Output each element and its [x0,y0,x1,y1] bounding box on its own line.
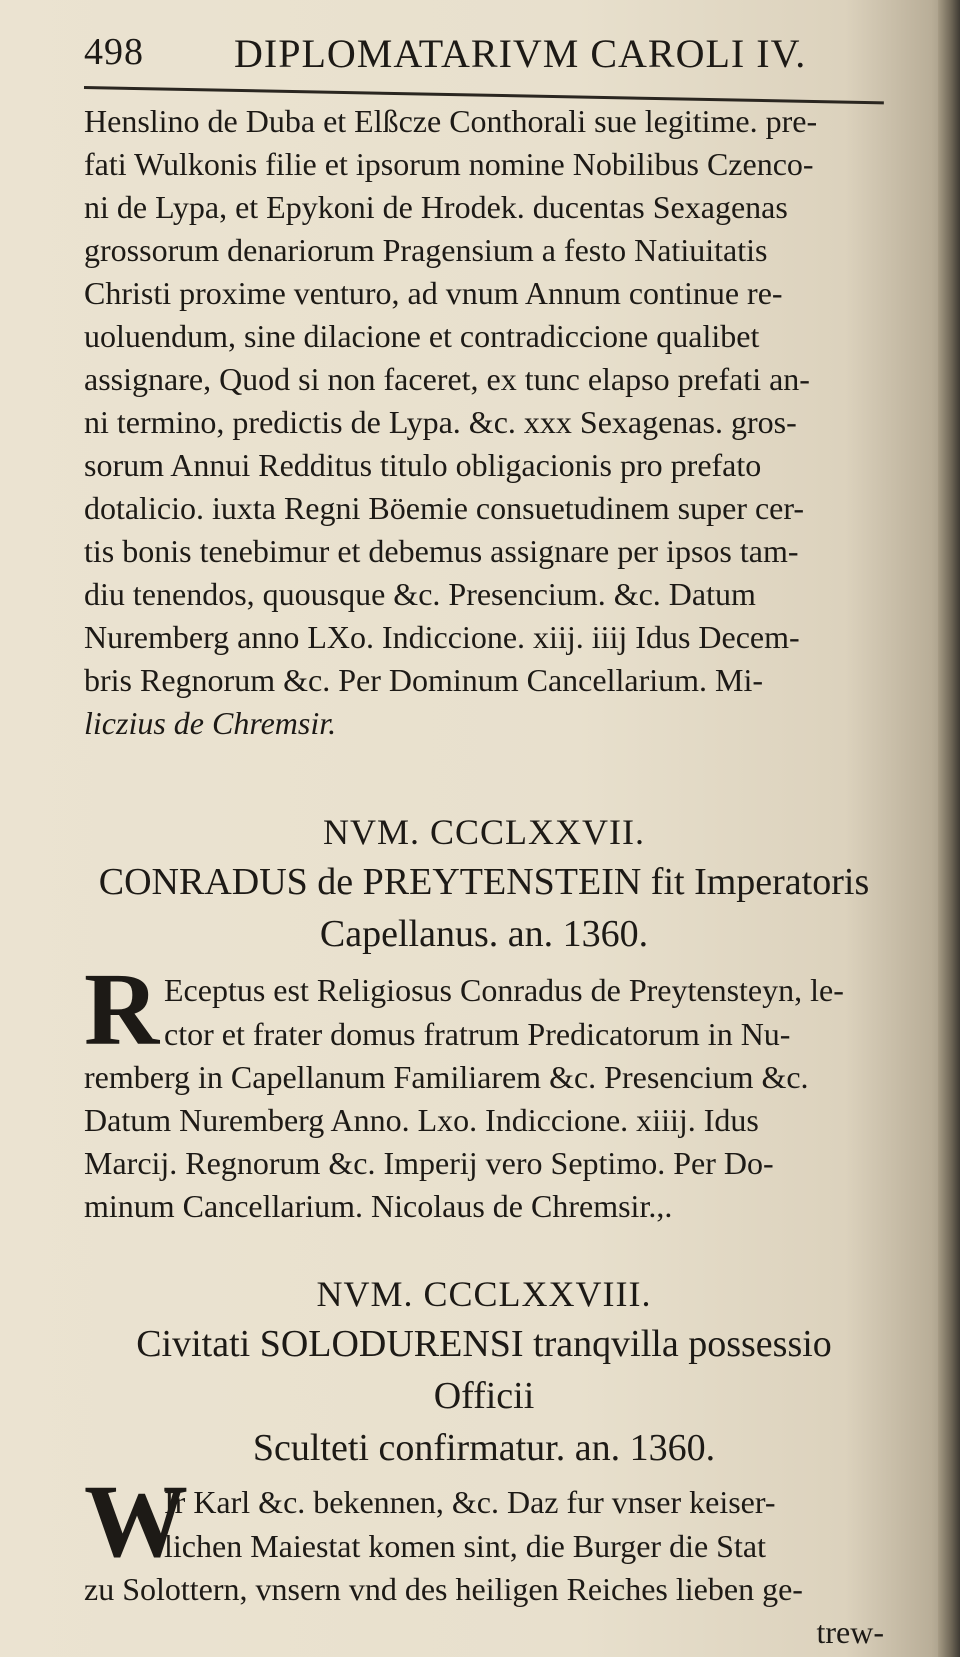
text-line: Marcij. Regnorum &c. Imperij vero Septimo. Per Do- [84,1145,774,1181]
text-line: fati Wulkonis filie et ipsorum nomine Nobilibus Czenco- [84,146,814,182]
text-line: assignare, Quod si non faceret, ex tunc elapso prefati an- [84,361,810,397]
section-title-continued: Capellanus. an. 1360. [319,913,649,955]
text-line: tis bonis tenebimur et debemus assignare per ipsos tam- [84,533,799,569]
text-line: lichen Maiestat komen sint, die Burger die Stat [164,1528,766,1564]
text-line: sorum Annui Redditus titulo obligacionis pro prefato [84,447,762,483]
page-number: 498 [84,31,144,73]
text-line: Ir Karl &c. bekennen, &c. Daz fur vnser keiser- [164,1484,776,1520]
section-378 [84,1270,884,1654]
paragraph-head-lines [164,1480,884,1568]
section-377 [84,808,884,1228]
text-line: Nuremberg anno LXo. Indiccione. xiij. iiij Idus Decem- [84,619,800,655]
continued-text-block [84,100,884,745]
section-title: CONRADUS de PREYTENSTEIN fit Imperatoris [98,861,870,903]
text-line: liczius de Chremsir. [84,705,337,741]
section-number: NVM. CCCLXXVII. [322,812,645,852]
text-line: Christi proxime venturo, ad vnum Annum continue re- [84,275,783,311]
text-line: ctor et frater domus fratrum Predicatorum in Nu- [164,1016,791,1052]
text-line: uoluendum, sine dilacione et contradiccione qualibet [84,318,760,354]
text-line: dotalicio. iuxta Regni Böemie consuetudinem super cer- [84,490,805,526]
running-title: DIPLOMATARIVM CAROLI IV. [234,31,807,76]
text-line: diu tenendos, quousque &c. Presencium. &c. Datum [84,576,756,612]
text-line: minum Cancellarium. Nicolaus de Chremsir.,. [84,1188,673,1224]
paragraph-head-lines [164,968,884,1056]
text-line: ni de Lypa, et Epykoni de Hrodek. ducentas Sexagenas [84,189,788,225]
text-line: Datum Nuremberg Anno. Lxo. Indiccione. xiiij. Idus [84,1102,759,1138]
page-header [84,20,874,90]
paragraph [84,952,884,1067]
text-line: bris Regnorum &c. Per Dominum Cancellarium. Mi- [84,662,763,698]
book-spine-shadow [938,0,960,1657]
drop-cap: R [84,952,160,1067]
text-line: remberg in Capellanum Familiarem &c. Presencium &c. [84,1059,809,1095]
paragraph [84,1464,884,1579]
text-line: ni termino, predictis de Lypa. &c. xxx Sexagenas. gros- [84,404,797,440]
section-number: NVM. CCCLXXVIII. [316,1274,652,1314]
text-line: Eceptus est Religiosus Conradus de Preytensteyn, le- [164,972,844,1008]
catchword: trew- [816,1614,884,1650]
text-line: zu Solottern, vnsern vnd des heiligen Reiches lieben ge- [84,1571,803,1607]
section-title: Civitati SOLODURENSI tranqvilla possessio Officii [136,1323,832,1417]
drop-cap: W [84,1464,188,1579]
text-line: grossorum denariorum Pragensium a festo Natiuitatis [84,232,768,268]
text-line: Henslino de Duba et Elßcze Conthorali sue legitime. pre- [84,103,818,139]
section-title-continued: Sculteti confirmatur. an. 1360. [252,1427,716,1469]
